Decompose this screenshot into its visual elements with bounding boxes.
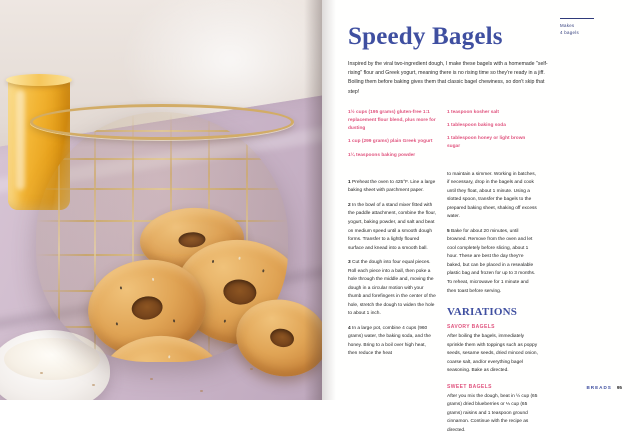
variation-body: After you mix the dough, beat in ½ cup (65 grams) dried blueberries or ⅓ cup (65 grams) raisins and 1 teaspoon ground cinnamon. Continue with the recipe as directed. [447, 393, 538, 433]
makes-label-line2: 4 bagels [560, 29, 579, 35]
column-one [348, 109, 436, 443]
makes-yield [560, 18, 622, 36]
step-number: 5 [447, 228, 450, 234]
step-text: In a large pot, combine 4 cups (960 grams) water, the baking soda, and the honey. Bring to a boil over high heat, then reduce the heat [348, 325, 431, 357]
step-item [447, 228, 539, 296]
recipe-columns [348, 109, 618, 443]
step-number: 3 [348, 260, 351, 266]
ingredient-item: 1 tablespoon baking soda [447, 122, 506, 128]
step-continuation: to maintain a simmer. Working in batches, if necessary, drop in the bagels and cook until they float, about 1 minute. Using a slotted spoon, transfer the bagels to the prepared baking sheet, shaking off excess water. [447, 171, 537, 220]
ingredient-item: 1¼ teaspoons baking powder [348, 152, 416, 158]
step-text: Cut the dough into four equal pieces. Roll each piece into a ball, then poke a hole through the middle and, moving the dough in a circular motion with your thumb and forefingers in the center of the hole, stretch the dough to widen the hole to about 1 inch. [348, 260, 436, 317]
variation-name: SWEET BAGELS [447, 383, 492, 390]
step-text: Preheat the oven to 425°F. Line a large baking sheet with parchment paper. [348, 179, 436, 194]
step-item [348, 202, 436, 253]
page-number: 95 [616, 385, 622, 390]
step-number: 4 [348, 325, 351, 331]
variation-name: SAVORY BAGELS [447, 324, 495, 331]
page-gutter-shade [322, 0, 336, 400]
step-item [348, 325, 436, 359]
step-item [348, 259, 436, 319]
page-footer [586, 385, 622, 390]
recipe-intro: Inspired by the viral two-ingredient dough, I make these bagels with a homemade "self-rising" flour and Greek yogurt, meaning there is no rising time so they're ready in a jiff. Boiling them before baking gives them that classic bagel chewiness, so don't skip that step! [348, 61, 548, 95]
step-number: 2 [348, 202, 351, 208]
step-item [348, 179, 436, 196]
ingredient-item: 1 teaspoon kosher salt [447, 109, 499, 115]
recipe-text-page [322, 0, 640, 433]
step-number: 1 [348, 179, 351, 185]
ingredient-item: 1½ cups (195 grams) gluten-free 1:1 replacement flour blend, plus more for dusting [348, 109, 436, 132]
makes-label-line1: Makes [560, 23, 575, 28]
crumbs [0, 0, 322, 400]
ingredient-item: 1 cup (299 grams) plain Greek yogurt [348, 139, 433, 145]
step-text: Bake for about 20 minutes, until browned. Remove from the oven and let cool completely before slicing, about 1 hour. These are best the day they're baked, but can be placed in a resealable plastic bag and frozen for up to 3 months. To reheat, microwave for 1 minute and then toast before serving. [447, 228, 536, 294]
column-two [447, 109, 539, 443]
ingredient-item: 1 tablespoon honey or light brown sugar [447, 136, 526, 150]
variations-heading: VARIATIONS [447, 306, 518, 319]
makes-rule [560, 18, 594, 19]
footer-section: BREADS [586, 385, 612, 390]
recipe-photo [0, 0, 322, 400]
variation-body: After boiling the bagels, immediately sprinkle them with toppings such as poppy seeds, sesame seeds, dried minced onion, coarse salt, and/or everything bagel seasoning. Bake as directed. [447, 334, 538, 374]
recipe-title: Speedy Bagels [348, 23, 503, 50]
step-text: In the bowl of a stand mixer fitted with the paddle attachment, combine the flour, yogurt, baking powder, and salt and beat on medium speed until a smooth dough forms. Transfer to a lightly floured surface and knead into a smooth ball. [348, 202, 436, 251]
